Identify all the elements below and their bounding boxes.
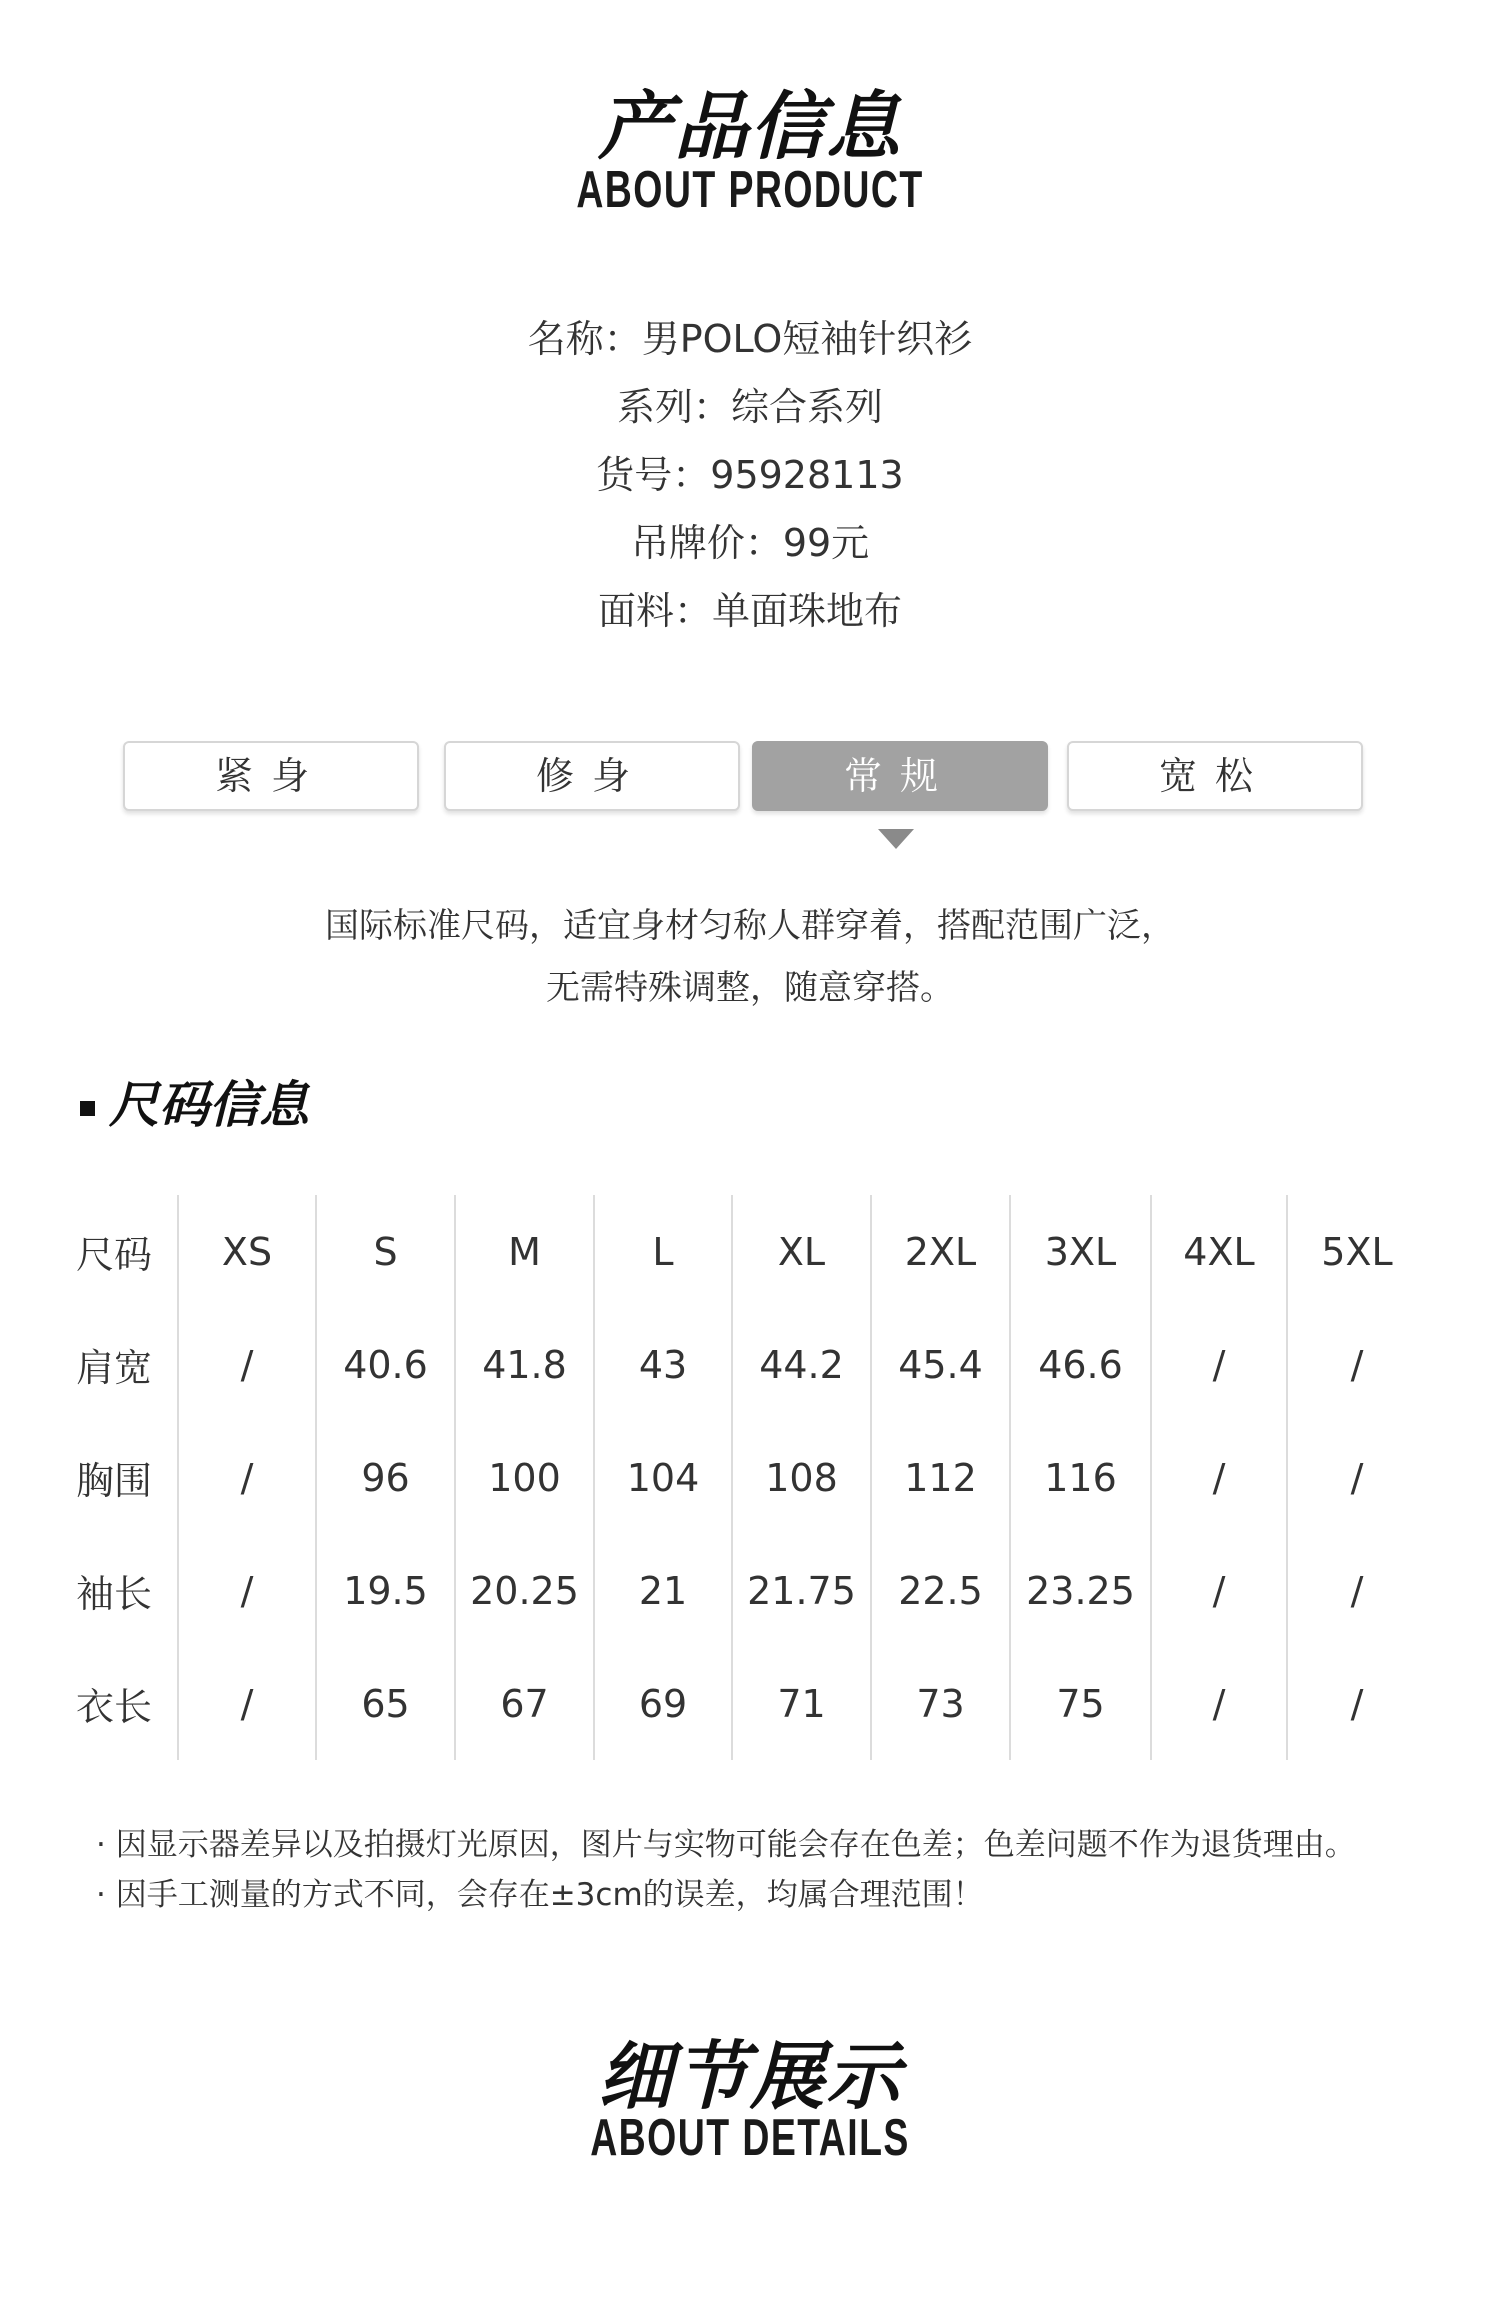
size-table-cell: /	[1287, 1647, 1426, 1760]
size-table-cell: 108	[732, 1421, 871, 1534]
product-title-en: ABOUT PRODUCT	[576, 161, 924, 219]
size-table-row-label: 肩宽	[76, 1346, 153, 1390]
size-table-cell: 23.25	[1010, 1534, 1151, 1647]
size-table-row	[56, 1534, 1426, 1647]
size-table-cell: 44.2	[732, 1308, 871, 1421]
size-table-cell: 46.6	[1010, 1308, 1151, 1421]
size-table-row-label: 袖长	[76, 1572, 153, 1616]
size-table-cell: XS	[178, 1195, 316, 1308]
size-table-cell: 40.6	[316, 1308, 455, 1421]
size-table-cell: 19.5	[316, 1534, 455, 1647]
product-info	[0, 305, 1500, 645]
size-table-header-row	[56, 1195, 1426, 1308]
tab-regular[interactable]: 常规	[752, 741, 1048, 811]
size-table-cell: 73	[871, 1647, 1010, 1760]
size-table	[56, 1195, 1426, 1760]
size-table-cell: 96	[316, 1421, 455, 1534]
size-table-cell: /	[1287, 1534, 1426, 1647]
size-info-heading-text: 尺码信息	[109, 1076, 309, 1134]
size-table-cell: 112	[871, 1421, 1010, 1534]
size-table-cell: L	[594, 1195, 732, 1308]
active-tab-indicator-icon	[878, 829, 914, 849]
size-info-heading	[80, 1070, 309, 1140]
fit-tabs	[123, 741, 1363, 811]
size-table-row	[56, 1308, 1426, 1421]
size-table-cell: 69	[594, 1647, 732, 1760]
size-table-cell: 104	[594, 1421, 732, 1534]
size-table-row	[56, 1647, 1426, 1760]
size-table-cell: 116	[1010, 1421, 1151, 1534]
size-table-cell: /	[1287, 1421, 1426, 1534]
size-table-cell: 4XL	[1151, 1195, 1287, 1308]
fit-description-line-1: 国际标准尺码，适宜身材匀称人群穿着，搭配范围广泛，	[325, 906, 1175, 946]
size-table-cell: 2XL	[871, 1195, 1010, 1308]
info-fabric: 面料：单面珠地布	[597, 589, 902, 633]
details-title-cn: 细节展示	[598, 2034, 902, 2120]
fit-description	[0, 895, 1500, 1019]
size-table-cell: 21.75	[732, 1534, 871, 1647]
size-table-row-label: 胸围	[76, 1459, 153, 1503]
info-series: 系列：综合系列	[616, 385, 883, 429]
size-table-cell: /	[1151, 1421, 1287, 1534]
size-table-cell: 41.8	[455, 1308, 594, 1421]
size-table-cell: 20.25	[455, 1534, 594, 1647]
size-table-cell: 21	[594, 1534, 732, 1647]
info-name: 名称：男POLO短袖针织衫	[527, 317, 973, 361]
tab-loose[interactable]: 宽松	[1067, 741, 1363, 811]
product-title-cn: 产品信息	[598, 84, 902, 170]
size-table-cell: 3XL	[1010, 1195, 1151, 1308]
size-table-cell: 43	[594, 1308, 732, 1421]
size-table-cell: M	[455, 1195, 594, 1308]
size-table-cell: 22.5	[871, 1534, 1010, 1647]
fit-description-line-2: 无需特殊调整，随意穿搭。	[546, 968, 954, 1008]
size-table-row	[56, 1421, 1426, 1534]
size-table-row-label: 衣长	[76, 1685, 153, 1729]
tab-slim[interactable]: 修身	[444, 741, 740, 811]
size-table-cell: 45.4	[871, 1308, 1010, 1421]
note-color-difference: · 因显示器差异以及拍摄灯光原因，图片与实物可能会存在色差；色差问题不作为退货理由。	[96, 1827, 1356, 1863]
size-table-cell: 71	[732, 1647, 871, 1760]
size-table-cell: S	[316, 1195, 455, 1308]
size-table-cell: /	[178, 1421, 316, 1534]
size-table-cell: /	[1151, 1647, 1287, 1760]
size-table-cell: /	[1151, 1308, 1287, 1421]
size-table-cell: XL	[732, 1195, 871, 1308]
info-sku: 货号：95928113	[596, 453, 904, 497]
size-table-cell: /	[1287, 1308, 1426, 1421]
info-price: 吊牌价：99元	[630, 521, 870, 565]
size-table-cell: /	[178, 1647, 316, 1760]
size-table-cell: /	[1151, 1534, 1287, 1647]
size-table-cell: 5XL	[1287, 1195, 1426, 1308]
disclaimer-notes	[96, 1820, 1356, 1920]
tab-tight[interactable]: 紧身	[123, 741, 419, 811]
square-bullet-icon	[80, 1101, 95, 1116]
size-table-cell: /	[178, 1534, 316, 1647]
size-table-cell: 67	[455, 1647, 594, 1760]
note-measurement-error: · 因手工测量的方式不同，会存在±3cm的误差，均属合理范围！	[96, 1877, 984, 1913]
size-table-row-label: 尺码	[76, 1233, 153, 1277]
size-table-cell: /	[178, 1308, 316, 1421]
size-table-cell: 100	[455, 1421, 594, 1534]
size-table-cell: 65	[316, 1647, 455, 1760]
size-table-cell: 75	[1010, 1647, 1151, 1760]
details-title-en: ABOUT DETAILS	[590, 2109, 910, 2167]
